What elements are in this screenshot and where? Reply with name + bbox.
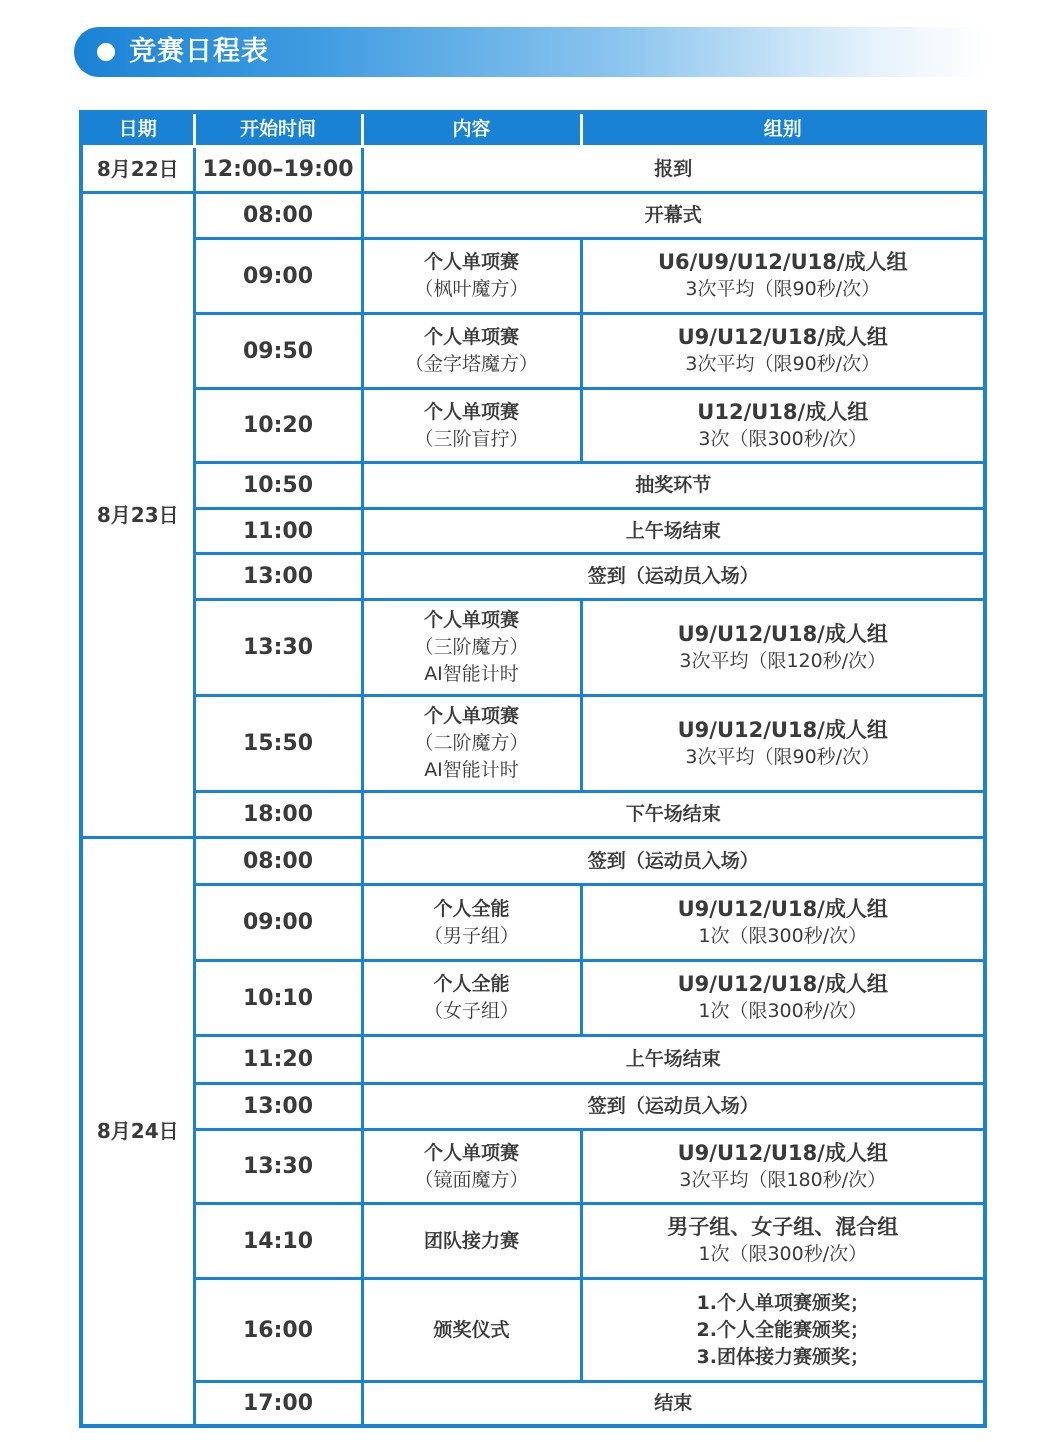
content-detail: （女子组） [423, 1000, 519, 1022]
award-line: 1.个人单项赛颁奖； [696, 1291, 869, 1314]
table-row [81, 509, 985, 554]
table-row [81, 1382, 985, 1426]
content-cell [362, 696, 581, 792]
content-detail: （二阶魔方） [414, 732, 529, 754]
group-rule: 3次（限300秒/次） [698, 427, 868, 450]
time-cell: 09:00 [194, 885, 362, 961]
award-line: 3.团体接力赛颁奖； [696, 1345, 869, 1368]
time-cell: 08:00 [194, 193, 362, 239]
time-cell: 18:00 [194, 792, 362, 838]
table-row [81, 147, 985, 193]
group-cell [581, 239, 985, 314]
time-cell: 11:00 [194, 509, 362, 554]
group-rule: 1次（限300秒/次） [698, 1000, 868, 1022]
group-cell [581, 1130, 985, 1204]
header-group: 组别 [581, 112, 985, 147]
content-title: 个人单项赛 [423, 1141, 519, 1164]
page-title: 竞赛日程表 [129, 36, 269, 67]
event-cell: 签到（运动员入场） [362, 554, 985, 600]
table-row [81, 838, 985, 885]
table-row [81, 554, 985, 600]
content-title: 个人单项赛 [423, 400, 519, 423]
content-title: 个人单项赛 [423, 326, 519, 348]
group-rule: 1次（限300秒/次） [698, 1243, 868, 1265]
content-title: 团队接力赛 [423, 1229, 519, 1252]
content-detail: （三阶盲拧） [414, 427, 529, 450]
time-cell: 10:50 [194, 463, 362, 509]
time-cell: 12:00–19:00 [194, 147, 362, 193]
header-date: 日期 [81, 112, 194, 147]
event-cell: 开幕式 [362, 193, 985, 239]
group-cell [581, 600, 985, 696]
content-note: AI智能计时 [424, 663, 519, 685]
group-rule: 3次平均（限180秒/次） [679, 1168, 887, 1191]
group-cell [581, 696, 985, 792]
event-cell: 下午场结束 [362, 792, 985, 838]
bullet-dot-icon [97, 43, 115, 61]
event-cell: 签到（运动员入场） [362, 1084, 985, 1130]
content-detail: （金字塔魔方） [404, 353, 538, 375]
group-title: U9/U12/U18/成人组 [677, 1140, 888, 1165]
time-cell: 14:10 [194, 1204, 362, 1279]
event-cell: 报到 [362, 147, 985, 193]
time-cell: 09:50 [194, 314, 362, 389]
group-rule: 3次平均（限120秒/次） [679, 649, 887, 672]
group-cell [581, 961, 985, 1036]
group-rule: 3次平均（限90秒/次） [685, 353, 881, 375]
time-cell: 13:00 [194, 554, 362, 600]
date-cell: 8月22日 [81, 147, 194, 193]
content-title: 个人单项赛 [423, 251, 519, 273]
header-content: 内容 [362, 112, 581, 147]
event-cell: 签到（运动员入场） [362, 838, 985, 885]
header-start-time: 开始时间 [194, 112, 362, 147]
event-cell: 抽奖环节 [362, 463, 985, 509]
table-row [81, 239, 985, 314]
event-cell: 上午场结束 [362, 1036, 985, 1084]
content-detail: （镜面魔方） [414, 1168, 529, 1191]
table-row [81, 696, 985, 792]
group-title: U12/U18/成人组 [697, 399, 869, 424]
content-title: 个人单项赛 [423, 609, 519, 631]
content-cell [362, 600, 581, 696]
group-title: U6/U9/U12/U18/成人组 [657, 250, 908, 274]
content-title: 个人全能 [433, 973, 510, 995]
content-title: 颁奖仪式 [433, 1318, 510, 1341]
table-row [81, 792, 985, 838]
award-line: 2.个人全能赛颁奖； [696, 1318, 869, 1341]
table-header-row [81, 112, 985, 147]
group-title: U9/U12/U18/成人组 [677, 325, 888, 349]
content-detail: （男子组） [423, 924, 519, 947]
group-cell [581, 885, 985, 961]
group-title: U9/U12/U18/成人组 [677, 621, 888, 646]
time-cell: 10:10 [194, 961, 362, 1036]
group-cell [581, 314, 985, 389]
group-cell [581, 1204, 985, 1279]
table-row [81, 961, 985, 1036]
time-cell: 15:50 [194, 696, 362, 792]
table-row [81, 389, 985, 463]
date-cell: 8月23日 [81, 193, 194, 838]
time-cell: 17:00 [194, 1382, 362, 1426]
group-title: 男子组、女子组、混合组 [667, 1215, 899, 1239]
group-rule: 1次（限300秒/次） [698, 924, 868, 947]
group-cell [581, 1279, 985, 1382]
table-row [81, 1036, 985, 1084]
content-cell [362, 389, 581, 463]
content-cell [362, 1279, 581, 1382]
table-row [81, 1204, 985, 1279]
group-cell [581, 389, 985, 463]
group-rule: 3次平均（限90秒/次） [685, 745, 881, 768]
time-cell: 08:00 [194, 838, 362, 885]
event-cell: 结束 [362, 1382, 985, 1426]
content-cell [362, 885, 581, 961]
content-cell [362, 1204, 581, 1279]
schedule-table [79, 110, 987, 1428]
content-title: 个人单项赛 [423, 705, 519, 727]
content-title: 个人全能 [433, 897, 510, 920]
content-cell [362, 1130, 581, 1204]
content-note: AI智能计时 [424, 759, 519, 781]
group-rule: 3次平均（限90秒/次） [685, 278, 881, 300]
time-cell: 13:30 [194, 600, 362, 696]
time-cell: 10:20 [194, 389, 362, 463]
content-cell [362, 314, 581, 389]
group-title: U9/U12/U18/成人组 [677, 717, 888, 742]
time-cell: 11:20 [194, 1036, 362, 1084]
table-row [81, 885, 985, 961]
title-banner [74, 27, 984, 77]
content-cell [362, 961, 581, 1036]
table-row [81, 193, 985, 239]
table-row [81, 463, 985, 509]
time-cell: 09:00 [194, 239, 362, 314]
table-row [81, 600, 985, 696]
table-row [81, 1279, 985, 1382]
content-cell [362, 239, 581, 314]
time-cell: 13:30 [194, 1130, 362, 1204]
table-row [81, 1130, 985, 1204]
table-row [81, 314, 985, 389]
group-title: U9/U12/U18/成人组 [677, 972, 888, 996]
date-cell: 8月24日 [81, 838, 194, 1426]
table-row [81, 1084, 985, 1130]
content-detail: （枫叶魔方） [414, 278, 529, 300]
group-title: U9/U12/U18/成人组 [677, 896, 888, 921]
event-cell: 上午场结束 [362, 509, 985, 554]
content-detail: （三阶魔方） [414, 636, 529, 658]
time-cell: 13:00 [194, 1084, 362, 1130]
time-cell: 16:00 [194, 1279, 362, 1382]
